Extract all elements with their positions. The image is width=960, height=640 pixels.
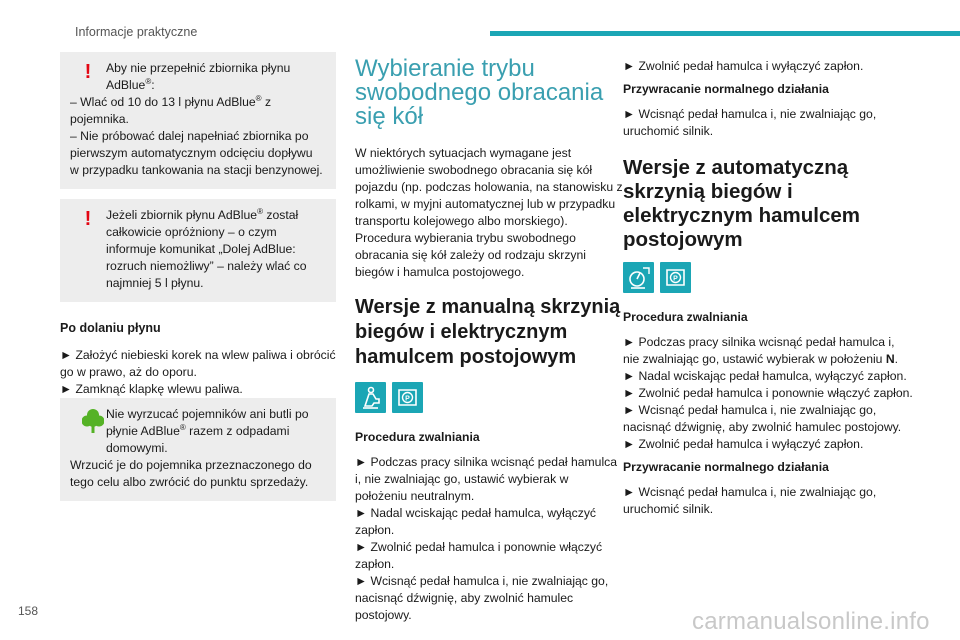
eco-box (60, 398, 336, 501)
warning-text: – Wlać od 10 do 13 l płynu AdBlue® z pojemnika. (70, 93, 272, 126)
instruction-step: ► Zwolnić pedał hamulca i ponownie włączyć zapłon. (355, 540, 603, 571)
procedure-title: Procedura zwalniania (355, 430, 480, 444)
instruction-step: ► Nadal wciskając pedał hamulca, wyłączyć zapłon. (355, 506, 597, 537)
page-number: 158 (18, 604, 39, 618)
eco-text: Nie wyrzucać pojemników ani butli po płynie AdBlue® razem z odpadami domowymi. (106, 407, 309, 455)
watermark: carmanualsonline.info (692, 608, 930, 635)
instruction-step: ► Wcisnąć pedał hamulca i, nie zwalniając go, nacisnąć dźwignię, aby zwolnić hamulec postojowy. (355, 574, 609, 622)
instruction-step: ► Wcisnąć pedał hamulca i, nie zwalniając go, uruchomić silnik. (623, 107, 877, 138)
instruction-step: ► Założyć niebieski korek na wlew paliwa i obrócić go w prawo, aż do oporu. (60, 348, 336, 379)
warning-text: Aby nie przepełnić zbiornika płynu AdBlue®: (106, 61, 291, 92)
warning-box-overfill (60, 52, 336, 189)
normal-operation-title: Przywracanie normalnego działania (623, 460, 829, 474)
automatic-gearbox-icon (623, 262, 654, 293)
subsection-heading-manual: Wersje z manualną skrzynią biegów i elektrycznym hamulcem postojowym (355, 296, 621, 368)
eco-tree-icon (82, 408, 104, 439)
icon-row (623, 262, 913, 293)
instruction-step: ► Zwolnić pedał hamulca i wyłączyć zapłon. (623, 437, 864, 451)
instruction-step: ► Podczas pracy silnika wcisnąć pedał hamulca i, nie zwalniając go, ustawić wybierak w położeniu neutralnym. (355, 455, 618, 503)
instruction-step: ► Wcisnąć pedał hamulca i, nie zwalniając go, uruchomić silnik. (623, 485, 877, 516)
instruction-step: ► Wcisnąć pedał hamulca i, nie zwalniając go, nacisnąć dźwignię, aby zwolnić hamulec postojowy. (623, 403, 902, 434)
icon-row (355, 382, 623, 413)
paragraph: Procedura wybierania trybu swobodnego obracania się kół zależy od rodzaju skrzyni biegów i hamulca postojowego. (355, 231, 586, 279)
manual-gearbox-icon (355, 382, 386, 413)
warning-text: – Nie próbować dalej napełniać zbiornika po pierwszym automatycznym odcięciu dopływu w przypadku tankowania na stacji benzynowej. (70, 129, 323, 177)
warning-exclamation-icon: ! (84, 61, 92, 83)
normal-operation-title: Przywracanie normalnego działania (623, 82, 829, 96)
eco-text: Wrzucić je do pojemnika przeznaczonego do tego celu albo zwrócić do punktu sprzedaży. (70, 458, 312, 489)
subsection-heading-automatic: Wersje z automatyczną skrzynią biegów i elektrycznym hamulcem postojowym (623, 156, 861, 251)
parking-brake-icon (660, 262, 691, 293)
warning-box-empty-tank (60, 199, 336, 302)
instruction-step: ► Zwolnić pedał hamulca i ponownie włączyć zapłon. (623, 386, 913, 400)
instruction-step: ► Zamknąć klapkę wlewu paliwa. (60, 382, 243, 396)
column-left (60, 52, 336, 511)
instruction-step: ► Podczas pracy silnika wcisnąć pedał hamulca i, nie zwalniając go, ustawić wybierak w położeniu N. (623, 335, 899, 366)
header-title: Informacje praktyczne (75, 25, 198, 39)
parking-brake-icon (392, 382, 423, 413)
section-title-after-refill: Po dolaniu płynu (60, 321, 161, 335)
section-heading-freewheel: Wybieranie trybu swobodnego obracania się kół (355, 55, 604, 130)
paragraph: W niektórych sytuacjach wymagane jest umożliwienie swobodnego obracania się kół pojazdu (np. podczas holowania, na stanowisku z rolkami, w myjni automatycznej lub w przypadku transportu kolejowego albo morskiego). (355, 146, 623, 228)
svg-text:P: P (405, 395, 410, 403)
column-right (623, 52, 913, 518)
procedure-title: Procedura zwalniania (623, 310, 748, 324)
warning-text: Jeżeli zbiornik płynu AdBlue® został całkowicie opróżniony – o czym informuje komunikat „Dolej AdBlue: rozruch niemożliwy” – należy wlać co najmniej 5 l płynu. (106, 206, 307, 290)
header-accent-bar (490, 31, 960, 36)
svg-text:P: P (673, 275, 678, 283)
warning-exclamation-icon: ! (84, 208, 92, 230)
instruction-step: ► Zwolnić pedał hamulca i wyłączyć zapłon. (623, 59, 864, 73)
column-middle (355, 52, 623, 624)
instruction-step: ► Nadal wciskając pedał hamulca, wyłączyć zapłon. (623, 369, 907, 383)
